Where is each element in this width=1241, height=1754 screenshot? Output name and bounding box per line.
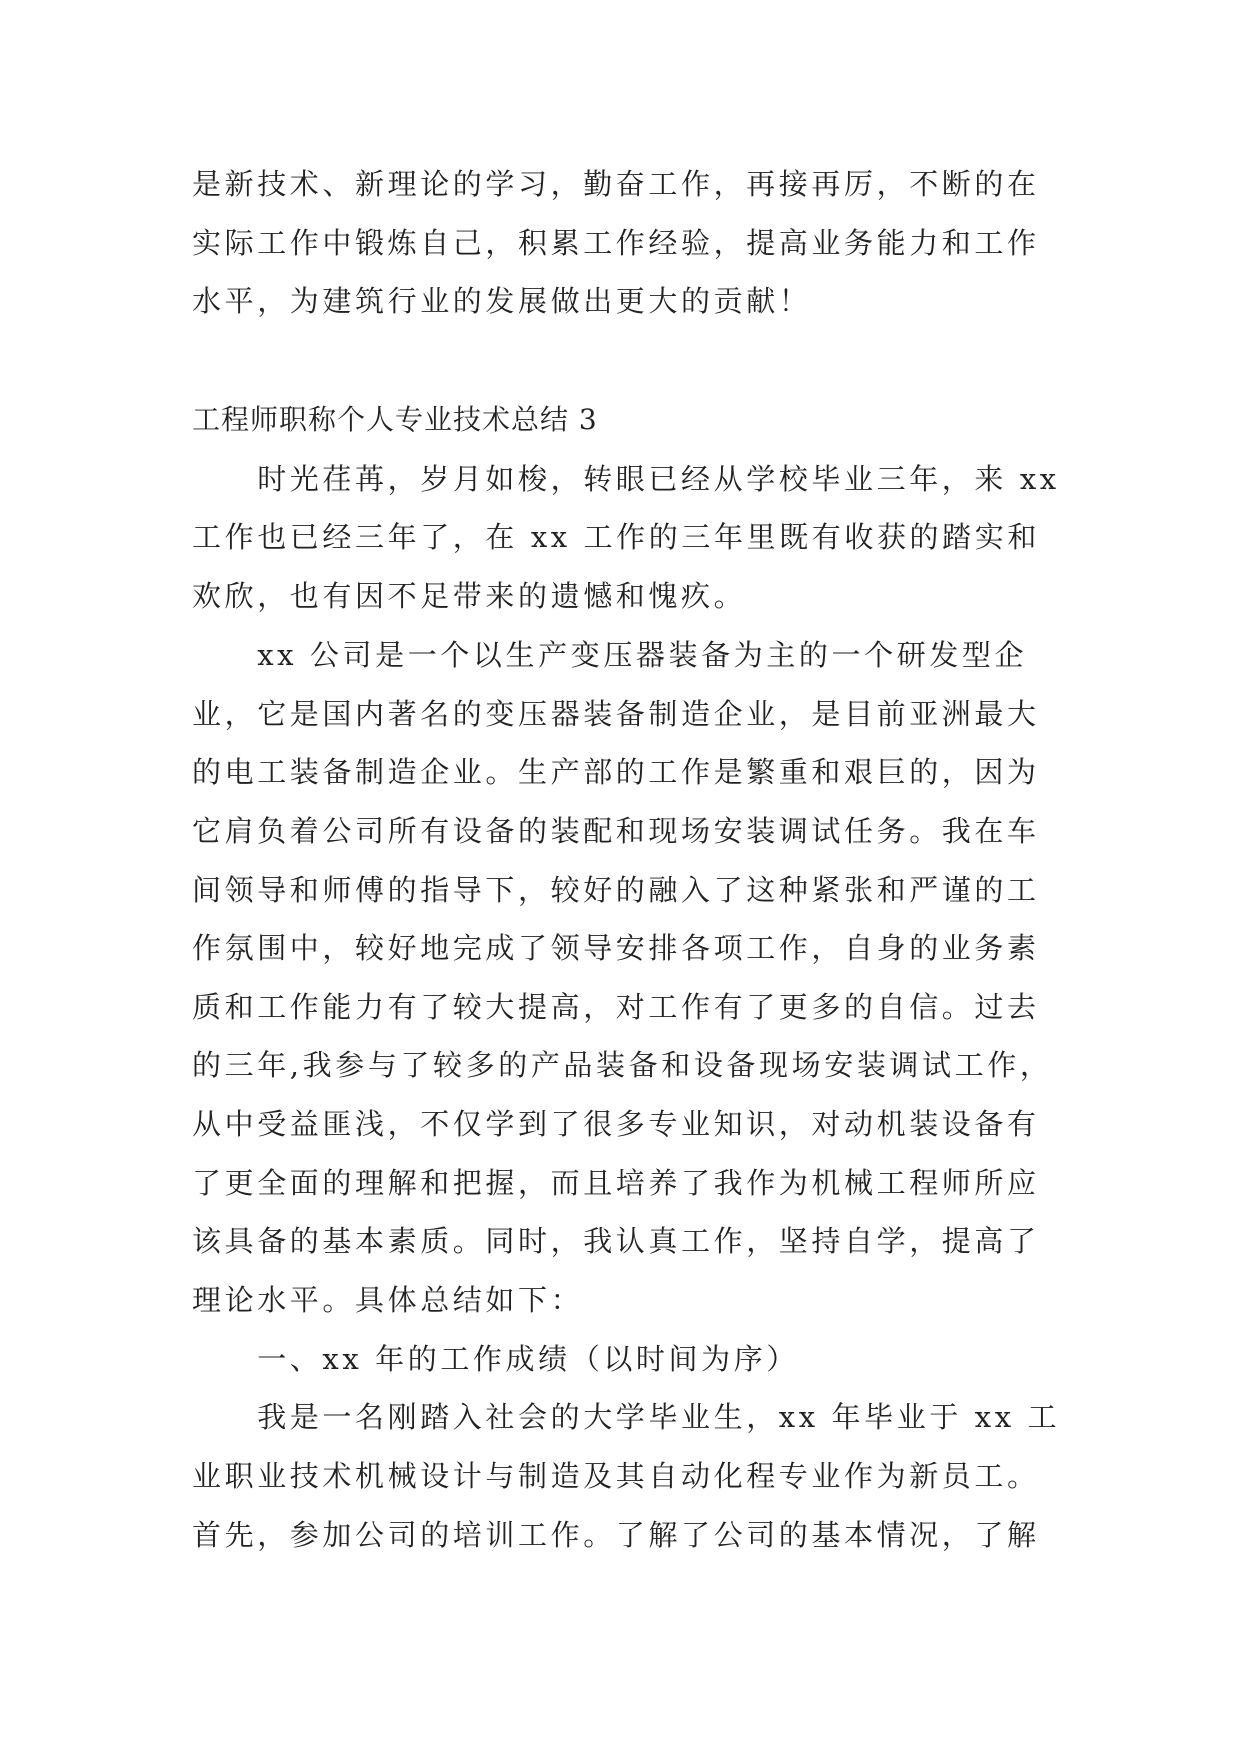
paragraph-line: 间领导和师傅的指导下，较好的融入了这种紧张和严谨的工 — [192, 873, 1040, 907]
paragraph-line: 它肩负着公司所有设备的装配和现场安装调试任务。我在车 — [192, 814, 1040, 848]
paragraph-line: 水平，为建筑行业的发展做出更大的贡献！ — [192, 284, 812, 318]
subsection-heading: 一、xx 年的工作成绩（以时间为序） — [192, 1342, 799, 1376]
paragraph-line: 首先，参加公司的培训工作。了解了公司的基本情况，了解 — [192, 1518, 1040, 1552]
paragraph-line: 欢欣，也有因不足带来的遗憾和愧疚。 — [192, 579, 747, 613]
paragraph-line: 实际工作中锻炼自己，积累工作经验，提高业务能力和工作 — [192, 226, 1040, 260]
paragraph-line: 的三年,我参与了较多的产品装备和设备现场安装调试工作， — [192, 1048, 1053, 1082]
paragraph-line: 理论水平。具体总结如下： — [192, 1283, 584, 1317]
paragraph-line: 业，它是国内著名的变压器装备制造企业，是目前亚洲最大 — [192, 697, 1040, 731]
paragraph-line: 从中受益匪浅，不仅学到了很多专业知识，对动机装设备有 — [192, 1107, 1040, 1141]
paragraph-line: 工作也已经三年了，在 xx 工作的三年里既有收获的踏实和 — [192, 520, 1040, 554]
paragraph-line: 业职业技术机械设计与制造及其自动化程专业作为新员工。 — [192, 1459, 1040, 1493]
paragraph-line: 的电工装备制造企业。生产部的工作是繁重和艰巨的，因为 — [192, 755, 1040, 789]
section-heading: 工程师职称个人专业技术总结 3 — [192, 403, 598, 436]
paragraph-line: 是新技术、新理论的学习，勤奋工作，再接再厉，不断的在 — [192, 167, 1040, 201]
paragraph-line: xx 公司是一个以生产变压器装备为主的一个研发型企 — [192, 638, 1028, 672]
paragraph-line: 质和工作能力有了较大提高，对工作有了更多的自信。过去 — [192, 990, 1040, 1024]
paragraph-line: 该具备的基本素质。同时，我认真工作，坚持自学，提高了 — [192, 1224, 1040, 1258]
paragraph-line: 作氛围中，较好地完成了领导安排各项工作，自身的业务素 — [192, 931, 1040, 965]
paragraph-line: 我是一名刚踏入社会的大学毕业生，xx 年毕业于 xx 工 — [192, 1400, 1061, 1434]
paragraph-line: 了更全面的理解和把握，而且培养了我作为机械工程师所应 — [192, 1166, 1040, 1200]
paragraph-line: 时光荏苒，岁月如梭，转眼已经从学校毕业三年，来 xx — [192, 462, 1060, 496]
